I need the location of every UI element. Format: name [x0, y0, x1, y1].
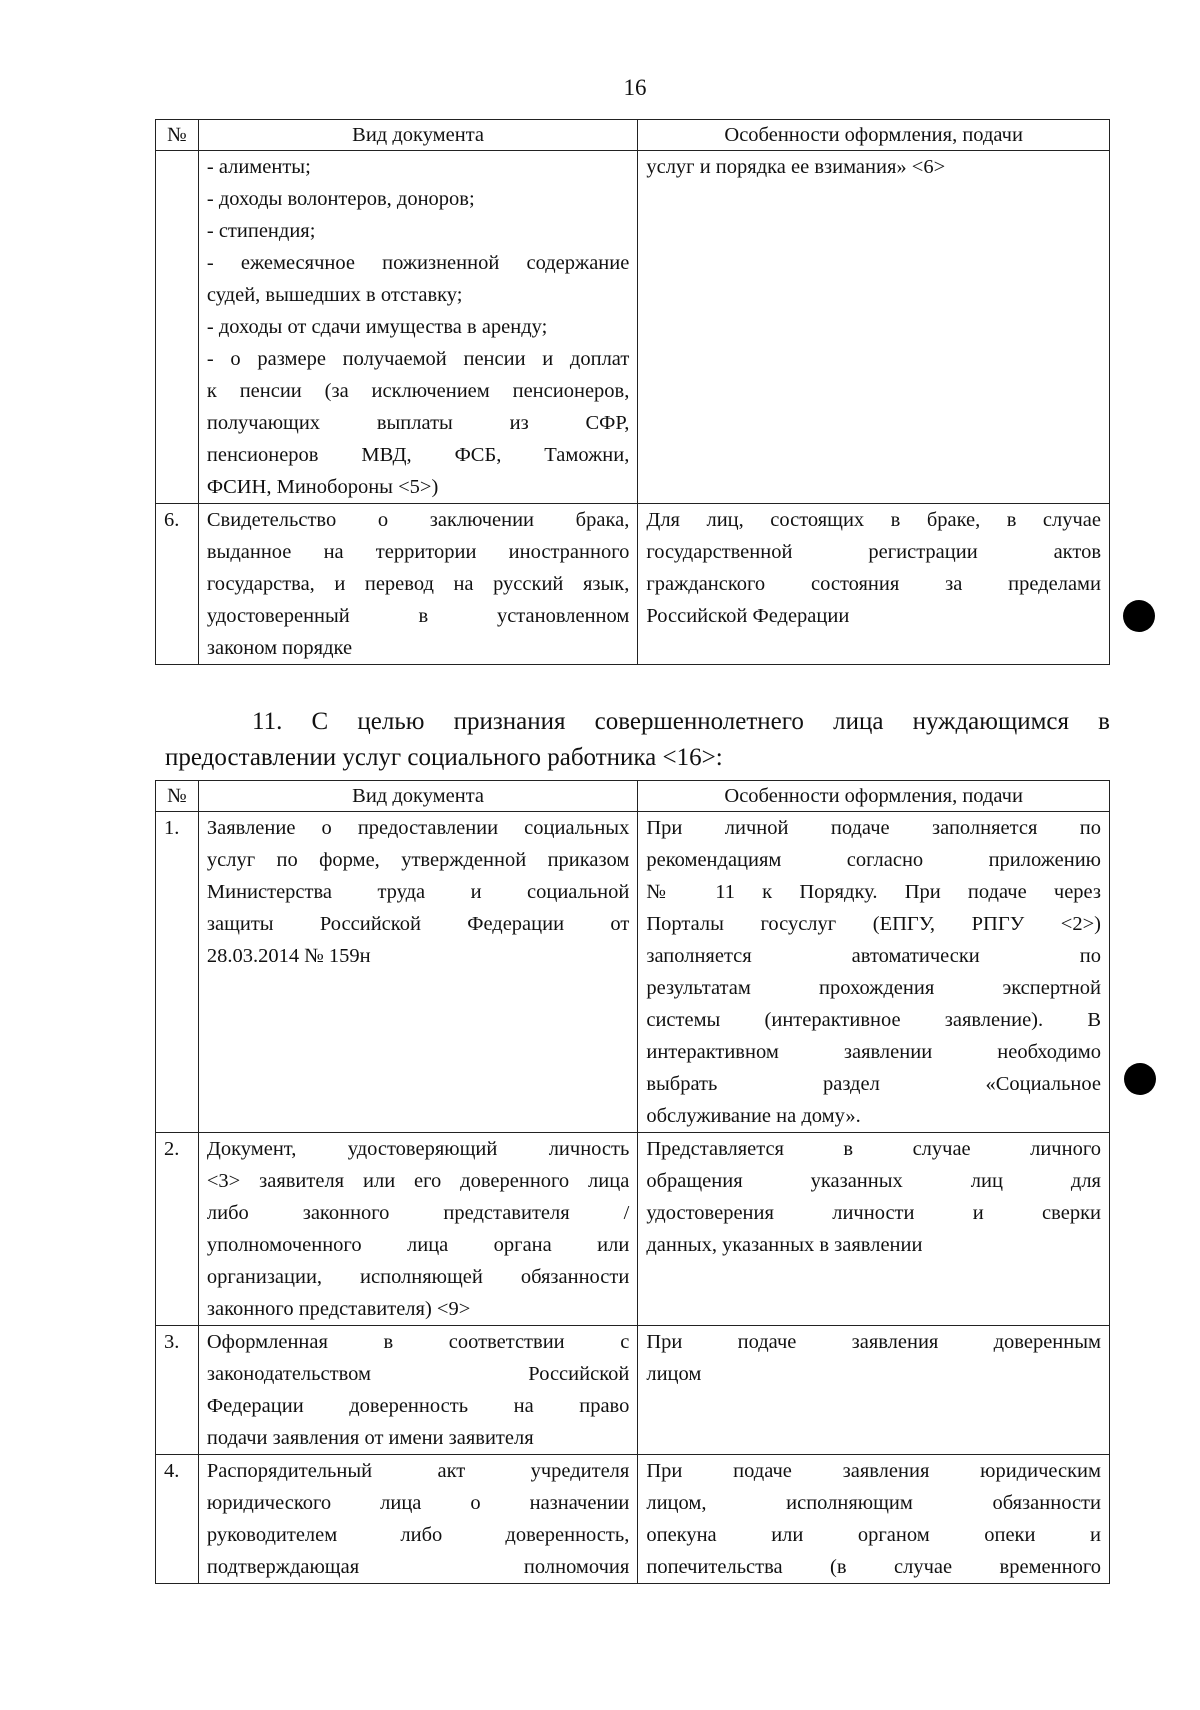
header-number: № — [156, 120, 199, 151]
line: Федерации доверенность на право — [206, 1395, 630, 1417]
line: лицом, исполняющим обязанности — [646, 1492, 1101, 1514]
line: услуг по форме, утвержденной приказом — [206, 849, 630, 871]
line: законного представителя) <9> — [206, 1298, 471, 1320]
line: выданное на территории иностранного — [206, 541, 630, 563]
row-number: 4. — [156, 1455, 199, 1584]
line: Министерства труда и социальной — [206, 881, 630, 903]
documents-table-section-11 — [155, 780, 1110, 1584]
line: ФСИН, Минобороны <5>) — [206, 476, 439, 498]
line: При подаче заявления доверенным — [646, 1331, 1101, 1353]
table-row — [156, 1455, 1110, 1584]
line: Документ, удостоверяющий личность — [206, 1138, 630, 1160]
header-notes: Особенности оформления, подачи — [638, 120, 1110, 151]
line: - о размере получаемой пенсии и доплат — [206, 348, 630, 370]
document-type-cell — [198, 1133, 637, 1326]
line: Для лиц, состоящих в браке, в случае — [646, 509, 1101, 531]
table-header-row — [156, 120, 1110, 151]
line: опекуна или органом опеки и — [646, 1524, 1101, 1546]
line: государственной регистрации актов — [646, 541, 1101, 563]
line: подтверждающая полномочия — [206, 1556, 630, 1578]
line: заполняется автоматически по — [646, 945, 1101, 967]
table-row — [156, 504, 1110, 665]
notes-cell — [638, 1455, 1110, 1584]
notes-cell — [638, 151, 1110, 504]
line: Заявление о предоставлении социальных — [206, 817, 630, 839]
line: гражданского состояния за пределами — [646, 573, 1101, 595]
row-number: 6. — [156, 504, 199, 665]
line: подачи заявления от имени заявителя — [206, 1427, 534, 1449]
line: руководителем либо доверенность, — [206, 1524, 630, 1546]
line: При личной подаче заполняется по — [646, 817, 1101, 839]
line: получающих выплаты из СФР, — [206, 412, 630, 434]
line: государства, и перевод на русский язык, — [206, 573, 630, 595]
section-heading-line: предоставлении услуг социального работника <16>: — [165, 744, 723, 771]
header-notes: Особенности оформления, подачи — [638, 781, 1110, 812]
line: обслуживание на дому». — [646, 1105, 861, 1127]
table-row — [156, 151, 1110, 504]
line: организации, исполняющей обязанности — [206, 1266, 630, 1288]
line: выбрать раздел «Социальное — [646, 1073, 1101, 1095]
table-row — [156, 1326, 1110, 1455]
line: <3> заявителя или его доверенного лица — [206, 1170, 630, 1192]
line: Распорядительный акт учредителя — [206, 1460, 630, 1482]
line: результатам прохождения экспертной — [646, 977, 1101, 999]
document-type-cell — [198, 812, 637, 1133]
line: попечительства (в случае временного — [646, 1556, 1101, 1578]
line: Свидетельство о заключении брака, — [206, 509, 630, 531]
punch-hole-bottom — [1124, 1063, 1156, 1095]
line: 28.03.2014 № 159н — [206, 945, 371, 967]
document-type-cell — [198, 151, 637, 504]
line: удостоверения личности и сверки — [646, 1202, 1101, 1224]
line: обращения указанных лиц для — [646, 1170, 1101, 1192]
header-document-type: Вид документа — [198, 120, 637, 151]
page-number: 16 — [623, 75, 647, 100]
line: При подаче заявления юридическим — [646, 1460, 1101, 1482]
line: защиты Российской Федерации от — [206, 913, 630, 935]
line: - доходы волонтеров, доноров; — [206, 188, 475, 210]
row-number: 1. — [156, 812, 199, 1133]
section-heading-line: 11. С целью признания совершеннолетнего лица нуждающимся в — [252, 708, 1110, 735]
line: пенсионеров МВД, ФСБ, Таможни, — [206, 444, 630, 466]
document-type-cell — [198, 504, 637, 665]
line: Российской Федерации — [646, 605, 850, 627]
line: услуг и порядка ее взимания» <6> — [646, 156, 946, 178]
line: законом порядке — [206, 637, 353, 659]
line: данных, указанных в заявлении — [646, 1234, 923, 1256]
line: - ежемесячное пожизненной содержание — [206, 252, 630, 274]
line: - алименты; — [206, 156, 311, 178]
line: интерактивном заявлении необходимо — [646, 1041, 1101, 1063]
section-heading — [165, 704, 1110, 776]
line: либо законного представителя / — [206, 1202, 630, 1224]
punch-hole-top — [1123, 600, 1155, 632]
row-number: 2. — [156, 1133, 199, 1326]
line: - стипендия; — [206, 220, 316, 242]
document-type-cell — [198, 1455, 637, 1584]
line: № 11 к Порядку. При подаче через — [646, 881, 1101, 903]
document-type-cell — [198, 1326, 637, 1455]
line: законодательством Российской — [206, 1363, 630, 1385]
line: Оформленная в соответствии с — [206, 1331, 630, 1353]
line: системы (интерактивное заявление). В — [646, 1009, 1101, 1031]
table-row — [156, 1133, 1110, 1326]
line: судей, вышедших в отставку; — [206, 284, 463, 306]
table-header-row — [156, 781, 1110, 812]
line: юридического лица о назначении — [206, 1492, 630, 1514]
line: удостоверенный в установленном — [206, 605, 630, 627]
line: рекомендациям согласно приложению — [646, 849, 1101, 871]
header-document-type: Вид документа — [198, 781, 637, 812]
header-number: № — [156, 781, 199, 812]
line: к пенсии (за исключением пенсионеров, — [206, 380, 630, 402]
notes-cell — [638, 1133, 1110, 1326]
table-row — [156, 812, 1110, 1133]
line: Порталы госуслуг (ЕПГУ, РПГУ <2>) — [646, 913, 1101, 935]
line: Представляется в случае личного — [646, 1138, 1101, 1160]
line: лицом — [646, 1363, 702, 1385]
documents-table-continued — [155, 119, 1110, 665]
line: - доходы от сдачи имущества в аренду; — [206, 316, 548, 338]
notes-cell — [638, 1326, 1110, 1455]
notes-cell — [638, 504, 1110, 665]
line: уполномоченного лица органа или — [206, 1234, 630, 1256]
row-number: 3. — [156, 1326, 199, 1455]
notes-cell — [638, 812, 1110, 1133]
row-number — [156, 151, 199, 504]
